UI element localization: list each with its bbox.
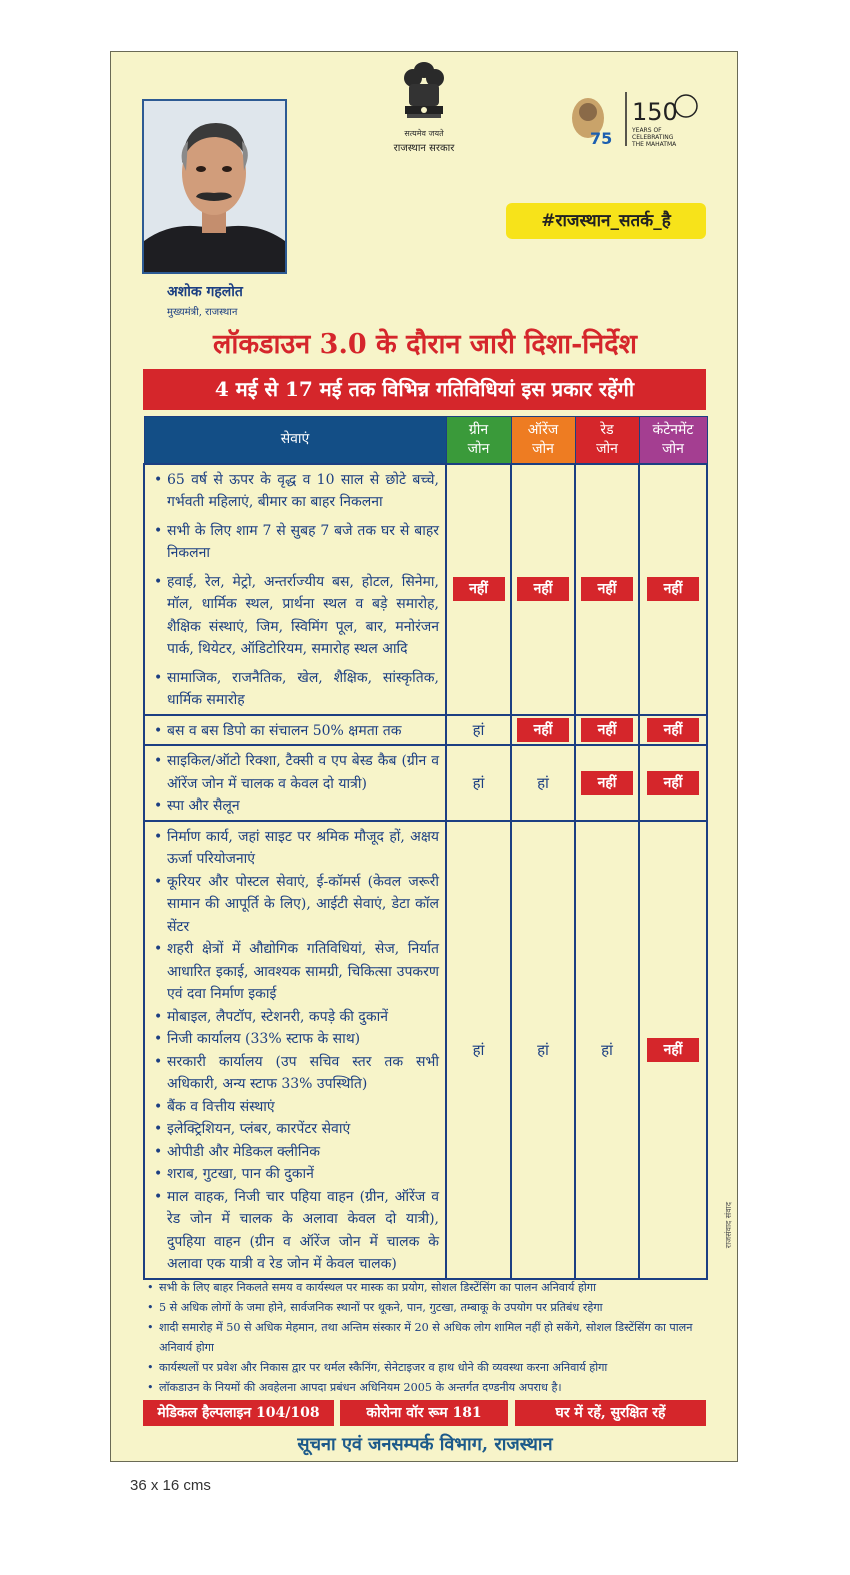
zone-guidelines-table bbox=[143, 416, 708, 1280]
red-zone-cell bbox=[575, 464, 639, 715]
svg-text:75: 75 bbox=[590, 129, 613, 148]
header-orange-zone: ऑरेंज जोन bbox=[511, 417, 575, 464]
status-text: हां bbox=[537, 1040, 549, 1059]
notes-list bbox=[143, 1278, 709, 1398]
note-item: • कार्यस्थलों पर प्रवेश और निकास द्वार पर थर्मल स्कैनिंग, सेनेटाइजर व हाथ धोने की व्यवस्था करना अनिवार्य होगा bbox=[143, 1358, 709, 1378]
list-item: • बैंक व वित्तीय संस्थाएं bbox=[149, 1096, 439, 1119]
list-item: • 65 वर्ष से ऊपर के वृद्ध व 10 साल से छोटे बच्चे, गर्भवती महिलाएं, बीमार का बाहर निकलना bbox=[149, 469, 439, 514]
page-title: लॉकडाउन 3.0 के दौरान जारी दिशा-निर्देश bbox=[213, 329, 637, 360]
header-services: सेवाएं bbox=[144, 417, 446, 464]
list-item: • बस व बस डिपो का संचालन 50% क्षमता तक bbox=[149, 720, 439, 743]
govt-name: राजस्थान सरकार bbox=[393, 143, 455, 154]
services-cell bbox=[144, 821, 446, 1279]
list-item: • हवाई, रेल, मेट्रो, अन्तर्राज्यीय बस, होटल, सिनेमा, मॉल, धार्मिक स्थल, प्रार्थना स्थल व बड़े समारोह, शैक्षिक संस्थाएं, जिम, स्विमिंग पूल, बार, मनोरंजन पार्क, थियेटर, ऑडिटोरियम, समारोह स्थल आदि bbox=[149, 571, 439, 661]
status-badge: नहीं bbox=[647, 1038, 699, 1062]
table-row bbox=[144, 464, 707, 715]
services-cell bbox=[144, 745, 446, 821]
size-note: 36 x 16 cms bbox=[130, 1477, 211, 1494]
note-item: • 5 से अधिक लोगों के जमा होने, सार्वजनिक स्थानों पर थूकने, पान, गुटखा, तम्बाकू के उपयोग पर प्रतिबंध रहेगा bbox=[143, 1298, 709, 1318]
status-badge: नहीं bbox=[647, 718, 699, 742]
orange-zone-cell bbox=[511, 821, 575, 1279]
table-row bbox=[144, 745, 707, 821]
subtitle-band: 4 मई से 17 मई तक विभिन्न गतिविधियां इस प्रकार रहेंगी bbox=[143, 369, 706, 410]
table-header-row bbox=[144, 417, 707, 464]
status-badge: नहीं bbox=[581, 577, 633, 601]
note-item: • शादी समारोह में 50 से अधिक मेहमान, तथा अन्तिम संस्कार में 20 से अधिक लोग शामिल नहीं हो सकेंगे, सोशल डिस्टेंसिंग का पालन अनिवार्य होगा bbox=[143, 1318, 709, 1358]
cm-name: अशोक गहलोत bbox=[167, 284, 243, 300]
status-text: हां bbox=[472, 773, 485, 792]
note-item: • लॉकडाउन के नियमों की अवहेलना आपदा प्रबंधन अधिनियम 2005 के अन्तर्गत दण्डनीय अपराध है। bbox=[143, 1378, 709, 1398]
list-item: • सरकारी कार्यालय (उप सचिव स्तर तक सभी अधिकारी, अन्य स्टाफ 33% उपस्थिति) bbox=[149, 1051, 439, 1096]
status-badge: नहीं bbox=[581, 771, 633, 795]
containment-zone-cell bbox=[639, 464, 707, 715]
orange-zone-cell bbox=[511, 745, 575, 821]
list-item: • सभी के लिए शाम 7 से सुबह 7 बजे तक घर से बाहर निकलना bbox=[149, 520, 439, 565]
red-zone-cell bbox=[575, 821, 639, 1279]
list-item: • साइकिल/ऑटो रिक्शा, टैक्सी व एप बेस्ड कैब (ग्रीन व ऑरेंज जोन में चालक व केवल दो यात्री) bbox=[149, 750, 439, 795]
containment-zone-cell bbox=[639, 821, 707, 1279]
list-item: • शराब, गुटखा, पान की दुकानें bbox=[149, 1163, 439, 1186]
portrait-image bbox=[144, 101, 285, 272]
list-item: • मोबाइल, लैपटॉप, स्टेशनरी, कपड़े की दुकानें bbox=[149, 1006, 439, 1029]
status-badge: नहीं bbox=[517, 718, 569, 742]
status-text: हां bbox=[472, 1040, 485, 1059]
header-red-zone: रेड जोन bbox=[575, 417, 639, 464]
side-note: राजसंवाद संवाद bbox=[724, 1202, 733, 1249]
green-zone-cell bbox=[446, 745, 511, 821]
war-room-band: कोरोना वॉर रूम 181 bbox=[340, 1400, 508, 1426]
green-zone-cell bbox=[446, 464, 511, 715]
svg-text:150: 150 bbox=[632, 98, 678, 126]
status-text: हां bbox=[472, 720, 485, 739]
stay-home-band: घर में रहें, सुरक्षित रहें bbox=[515, 1400, 706, 1426]
svg-text:CELEBRATING: CELEBRATING bbox=[632, 134, 674, 141]
note-item: • सभी के लिए बाहर निकलते समय व कार्यस्थल पर मास्क का प्रयोग, सोशल डिस्टेंसिंग का पालन अनिवार्य होगा bbox=[143, 1278, 709, 1298]
header-green-zone: ग्रीन जोन bbox=[446, 417, 511, 464]
status-badge: नहीं bbox=[647, 577, 699, 601]
table-row bbox=[144, 715, 707, 746]
cm-photo bbox=[142, 99, 287, 274]
red-zone-cell bbox=[575, 745, 639, 821]
red-zone-cell bbox=[575, 715, 639, 746]
helpline-band: मेडिकल हैल्पलाइन 104/108 bbox=[143, 1400, 334, 1426]
emblem-motto: सत्यमेव जयते bbox=[404, 129, 444, 138]
list-item: • कूरियर और पोस्टल सेवाएं, ई-कॉमर्स (केवल जरूरी सामान की आपूर्ति के लिए), आईटी सेवाएं, डेटा कॉल सेंटर bbox=[149, 871, 439, 939]
orange-zone-cell bbox=[511, 715, 575, 746]
green-zone-cell bbox=[446, 715, 511, 746]
orange-zone-cell bbox=[511, 464, 575, 715]
list-item: • शहरी क्षेत्रों में औद्योगिक गतिविधियां, सेज, निर्यात आधारित इकाई, आवश्यक सामग्री, चिकित्सा उपकरण एवं दवा निर्माण इकाई bbox=[149, 938, 439, 1006]
status-badge: नहीं bbox=[453, 577, 505, 601]
advertisement bbox=[110, 51, 738, 1462]
list-item: • ओपीडी और मेडिकल क्लीनिक bbox=[149, 1141, 439, 1164]
svg-text:THE MAHATMA: THE MAHATMA bbox=[632, 141, 677, 148]
services-cell bbox=[144, 464, 446, 715]
services-cell bbox=[144, 715, 446, 746]
containment-zone-cell bbox=[639, 745, 707, 821]
cm-title: मुख्यमंत्री, राजस्थान bbox=[167, 307, 238, 318]
gandhi-150-logo bbox=[566, 84, 706, 152]
hashtag-badge: #राजस्थान_सतर्क_है bbox=[506, 203, 706, 239]
status-badge: नहीं bbox=[647, 771, 699, 795]
list-item: • सामाजिक, राजनैतिक, खेल, शैक्षिक, सांस्कृतिक, धार्मिक समारोह bbox=[149, 667, 439, 712]
status-badge: नहीं bbox=[517, 577, 569, 601]
footer-department: सूचना एवं जनसम्पर्क विभाग, राजस्थान bbox=[297, 1434, 553, 1455]
svg-text:YEARS OF: YEARS OF bbox=[632, 127, 662, 134]
containment-zone-cell bbox=[639, 715, 707, 746]
status-text: हां bbox=[601, 1040, 613, 1059]
list-item: • माल वाहक, निजी चार पहिया वाहन (ग्रीन, ऑरेंज व रेड जोन में चालक के अलावा केवल दो यात्री), दुपहिया वाहन (ग्रीन व ऑरेंज जोन में चालक के अलावा एक यात्री व रेड जोन में केवल चालक) bbox=[149, 1186, 439, 1276]
list-item: • निजी कार्यालय (33% स्टाफ के साथ) bbox=[149, 1028, 439, 1051]
green-zone-cell bbox=[446, 821, 511, 1279]
header-containment-zone: कंटेनमेंट जोन bbox=[639, 417, 707, 464]
list-item: • निर्माण कार्य, जहां साइट पर श्रमिक मौजूद हों, अक्षय ऊर्जा परियोजनाएं bbox=[149, 826, 439, 871]
ashoka-emblem-icon bbox=[401, 60, 447, 132]
status-badge: नहीं bbox=[581, 718, 633, 742]
list-item: • इलेक्ट्रिशियन, प्लंबर, कारपेंटर सेवाएं bbox=[149, 1118, 439, 1141]
table-row bbox=[144, 821, 707, 1279]
list-item: • स्पा और सैलून bbox=[149, 795, 439, 818]
status-text: हां bbox=[537, 773, 549, 792]
